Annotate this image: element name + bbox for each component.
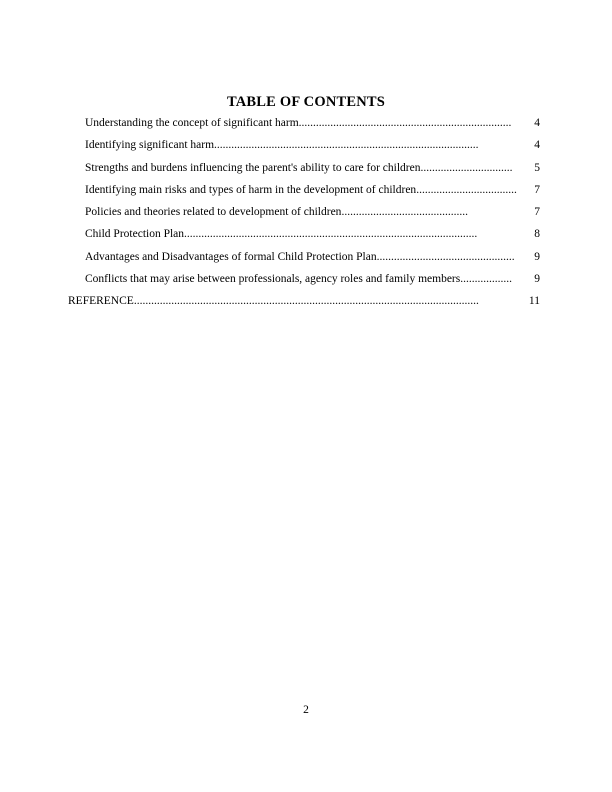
toc-entry[interactable] [68, 201, 540, 223]
toc-entry[interactable] [68, 179, 540, 201]
toc-entry-label: Policies and theories related to development of children [85, 206, 342, 219]
toc-entry[interactable] [68, 134, 540, 156]
toc-entry-label: Strengths and burdens influencing the parent's ability to care for children [85, 161, 421, 174]
toc-entry[interactable] [68, 157, 540, 179]
toc-leader-dots: ............................................ [341, 206, 468, 219]
toc-entry-page: 9 [534, 250, 540, 263]
toc-leader-dots: ............................................................................................ [214, 139, 479, 152]
toc-entry-page: 7 [534, 183, 540, 196]
toc-leader-dots: ...................................................................................................... [184, 228, 478, 241]
toc-entry[interactable] [68, 112, 540, 134]
toc-entry-label: Understanding the concept of significant harm [85, 117, 299, 129]
toc-entry-label: REFERENCE [68, 295, 134, 308]
toc-leader-dots: .......................................................................... [298, 117, 512, 129]
toc-entry[interactable] [68, 268, 540, 290]
toc-entry-page: 7 [534, 206, 540, 219]
toc-leader-dots: ........................................................................................................................ [133, 295, 479, 308]
toc-entry-page: 8 [534, 228, 540, 241]
toc-entry-page: 5 [534, 161, 540, 174]
toc-entry[interactable] [68, 290, 540, 312]
table-of-contents-list [68, 112, 540, 313]
toc-entry-page: 11 [528, 295, 540, 308]
toc-entry-label: Conflicts that may arise between professionals, agency roles and family members [85, 273, 461, 286]
toc-leader-dots: ................................................ [376, 250, 515, 263]
toc-entry-label: Identifying main risks and types of harm in the development of children [85, 183, 417, 196]
toc-entry-label: Child Protection Plan [85, 228, 185, 241]
toc-leader-dots: ................................ [420, 161, 513, 174]
toc-leader-dots: ................................... [416, 183, 517, 196]
toc-entry-label: Identifying significant harm [85, 139, 215, 152]
toc-entry[interactable] [68, 223, 540, 245]
toc-entry-label: Advantages and Disadvantages of formal Child Protection Plan [85, 250, 377, 263]
page-footer-number: 2 [303, 704, 309, 716]
toc-entry-page: 9 [534, 273, 540, 286]
toc-entry-page: 4 [534, 117, 540, 129]
toc-entry[interactable] [68, 246, 540, 268]
toc-entry-page: 4 [534, 139, 540, 152]
page-title: TABLE OF CONTENTS [226, 94, 386, 110]
toc-leader-dots: .................. [460, 273, 512, 286]
